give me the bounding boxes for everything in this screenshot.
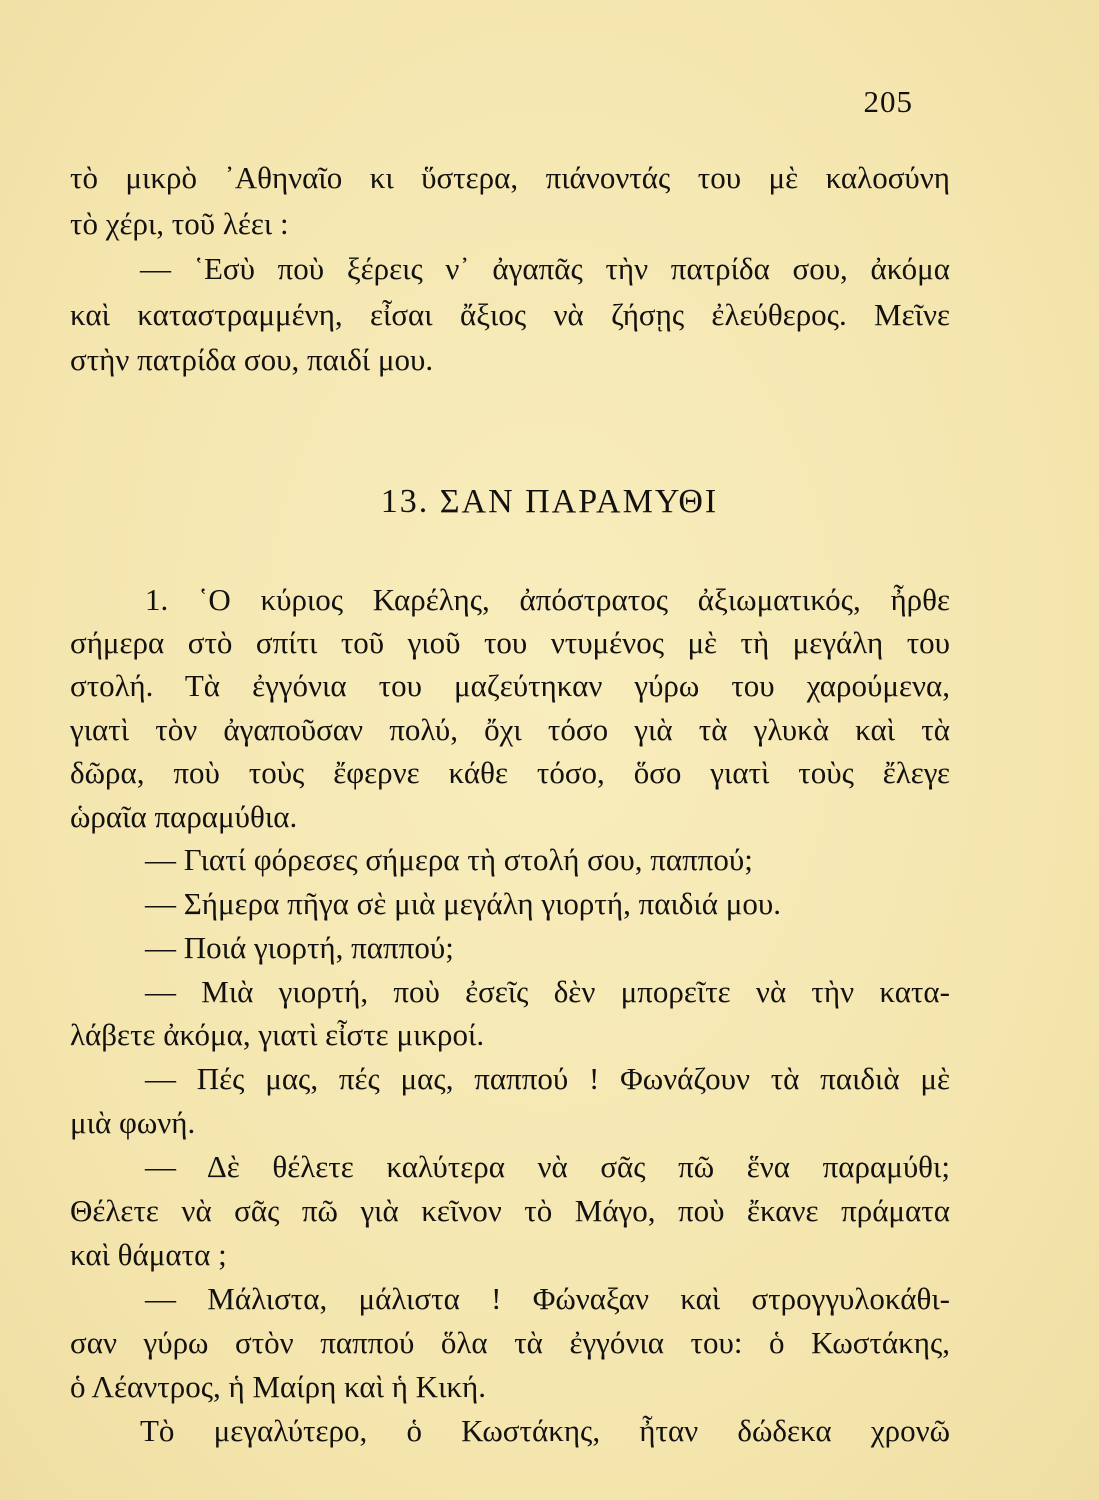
text-line: σαν γύρω στὸν παππού ὅλα τὰ ἐγγόνια του: ὁ Κωστάκης, (70, 1325, 950, 1360)
text-line: σήμερα στὸ σπίτι τοῦ γιοῦ του ντυμένος μὲ τὴ μεγάλη του (70, 625, 950, 660)
dialogue-line: — Μιὰ γιορτή, ποὺ ἐσεῖς δὲν μπορεῖτε νὰ τὴν κατα- (145, 974, 950, 1009)
page-number: 205 (863, 84, 913, 119)
dialogue-line: — Μάλιστα, μάλιστα ! Φώναξαν καὶ στρογγυλοκάθι- (145, 1281, 950, 1316)
text-line: στὴν πατρίδα σου, παιδί μου. (70, 342, 434, 377)
text-line: ὡραῖα παραμύθια. (70, 799, 298, 834)
text-line: καὶ θάματα ; (70, 1237, 227, 1272)
text-line: καὶ καταστραμμένη, εἶσαι ἄξιος νὰ ζήσῃς ἐλεύθερος. Μεῖνε (70, 297, 950, 332)
text-line: τὸ χέρι, τοῦ λέει : (70, 206, 289, 241)
text-line: λάβετε ἀκόμα, γιατὶ εἶστε μικροί. (70, 1017, 485, 1052)
dialogue-line: — Ποιά γιορτή, παππού; (145, 930, 454, 965)
dialogue-line: — Γιατί φόρεσες σήμερα τὴ στολή σου, παππού; (145, 842, 753, 877)
dialogue-line: — Δὲ θέλετε καλύτερα νὰ σᾶς πῶ ἕνα παραμύθι; (145, 1149, 950, 1184)
text-line: 1. ῾Ο κύριος Καρέλης, ἀπόστρατος ἀξιωματικός, ἦρθε (145, 582, 950, 617)
text-line: Τὸ μεγαλύτερο, ὁ Κωστάκης, ἦταν δώδεκα χρονῶ (140, 1413, 950, 1448)
text-line: τὸ μικρὸ ᾿Αθηναῖο κι ὕστερα, πιάνοντάς του μὲ καλοσύνη (70, 160, 950, 195)
text-line: Θέλετε νὰ σᾶς πῶ γιὰ κεῖνον τὸ Μάγο, ποὺ ἔκανε πράματα (70, 1193, 950, 1228)
text-line: ὁ Λέαντρος, ἡ Μαίρη καὶ ἡ Κική. (70, 1369, 486, 1404)
dialogue-line: — Σήμερα πῆγα σὲ μιὰ μεγάλη γιορτή, παιδιά μου. (145, 886, 781, 921)
text-line: γιατὶ τὸν ἀγαποῦσαν πολύ, ὄχι τόσο γιὰ τὰ γλυκὰ καὶ τὰ (70, 712, 950, 747)
text-line: δῶρα, ποὺ τοὺς ἔφερνε κάθε τόσο, ὅσο γιατὶ τοὺς ἔλεγε (70, 755, 950, 790)
chapter-heading: 13. ΣΑΝ ΠΑΡΑΜΥΘΙ (380, 483, 719, 520)
text-line: — ῾Εσὺ ποὺ ξέρεις ν᾿ ἀγαπᾶς τὴν πατρίδα σου, ἀκόμα (140, 251, 950, 286)
text-line: στολή. Τὰ ἐγγόνια του μαζεύτηκαν γύρω του χαρούμενα, (70, 668, 950, 703)
dialogue-line: — Πές μας, πές μας, παππού ! Φωνάζουν τὰ παιδιὰ μὲ (145, 1061, 950, 1096)
text-line: μιὰ φωνή. (70, 1105, 196, 1140)
